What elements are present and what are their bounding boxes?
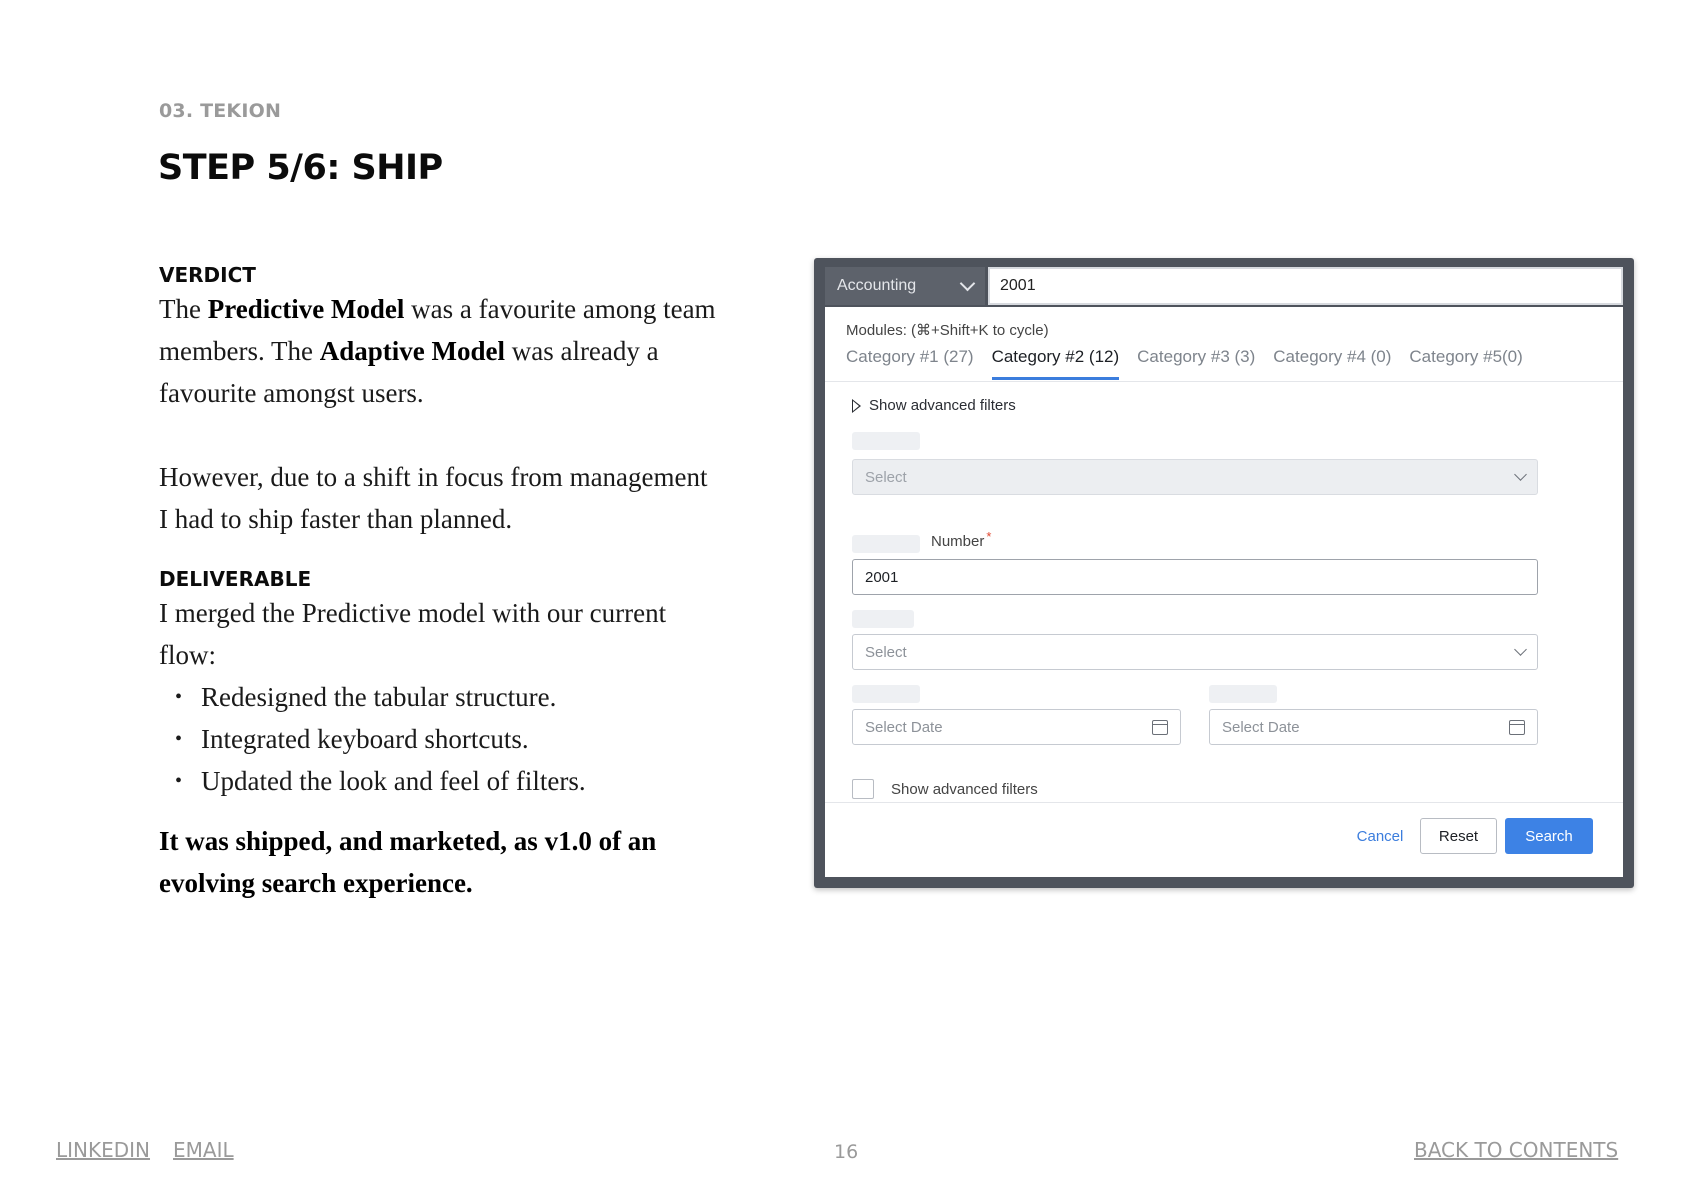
tab-category-5[interactable]: Category #5(0) bbox=[1409, 347, 1523, 366]
verdict-paragraph-1: The Predictive Model was a favourite among team members. The Adaptive Model was already a favourite amongst users. bbox=[159, 294, 716, 408]
conclusion-text: It was shipped, and marketed, as v1.0 of an evolving search experience. bbox=[159, 826, 657, 898]
blurred-label bbox=[852, 432, 920, 450]
blurred-label bbox=[852, 535, 920, 553]
tab-category-2[interactable]: Category #2 (12) bbox=[992, 345, 1120, 380]
advanced-filters-checkbox-row[interactable]: Show advanced filters bbox=[852, 779, 1038, 799]
deliverable-heading: DELIVERABLE bbox=[159, 567, 312, 591]
modules-hint: Modules: (⌘+Shift+K to cycle) bbox=[846, 322, 1049, 339]
reset-button[interactable]: Reset bbox=[1420, 818, 1497, 854]
date-field-2[interactable]: Select Date bbox=[1209, 709, 1538, 745]
chevron-down-icon bbox=[1514, 643, 1527, 656]
adaptive-model-term: Adaptive Model bbox=[319, 336, 505, 366]
filter-panel bbox=[825, 307, 1623, 877]
linkedin-link[interactable]: LINKEDIN bbox=[56, 1138, 151, 1162]
text-column bbox=[159, 262, 719, 904]
page-number: 16 bbox=[834, 1141, 859, 1163]
blurred-label bbox=[1209, 685, 1277, 703]
global-search-bar bbox=[825, 267, 1623, 305]
number-label: Number * bbox=[931, 529, 992, 550]
search-button[interactable]: Search bbox=[1505, 818, 1593, 854]
select-field-2[interactable]: Select bbox=[852, 634, 1538, 670]
panel-footer bbox=[825, 802, 1623, 877]
page-title: STEP 5/6: SHIP bbox=[158, 148, 443, 188]
select-field-1[interactable]: Select bbox=[852, 459, 1538, 495]
verdict-paragraph-2: However, due to a shift in focus from management I had to ship faster than planned. bbox=[159, 462, 708, 534]
required-mark: * bbox=[986, 529, 992, 544]
blurred-label bbox=[852, 610, 914, 628]
chevron-down-icon bbox=[1514, 468, 1527, 481]
search-ui-screenshot bbox=[814, 258, 1634, 888]
tab-category-4[interactable]: Category #4 (0) bbox=[1273, 347, 1392, 366]
caret-right-icon bbox=[852, 399, 861, 413]
back-to-contents-link[interactable]: BACK TO CONTENTS bbox=[1414, 1138, 1619, 1162]
tab-category-1[interactable]: Category #1 (27) bbox=[846, 347, 974, 366]
search-input[interactable]: 2001 bbox=[988, 267, 1623, 305]
calendar-icon[interactable] bbox=[1509, 720, 1525, 735]
date-field-1[interactable]: Select Date bbox=[852, 709, 1181, 745]
chevron-down-icon bbox=[960, 276, 976, 292]
verdict-heading: VERDICT bbox=[159, 263, 256, 287]
cancel-button[interactable]: Cancel bbox=[1356, 827, 1404, 845]
list-item: • Integrated keyboard shortcuts. bbox=[175, 724, 529, 754]
email-link[interactable]: EMAIL bbox=[173, 1138, 234, 1162]
predictive-model-term: Predictive Model bbox=[207, 294, 405, 324]
list-item: • Updated the look and feel of filters. bbox=[175, 766, 586, 796]
tab-category-3[interactable]: Category #3 (3) bbox=[1137, 347, 1256, 366]
module-select[interactable]: Accounting bbox=[825, 267, 985, 305]
blurred-label bbox=[852, 685, 920, 703]
category-tabs bbox=[825, 345, 1623, 382]
list-item: • Redesigned the tabular structure. bbox=[175, 682, 557, 712]
deliverable-intro: I merged the Predictive model with our current flow: bbox=[159, 598, 667, 670]
advanced-filters-toggle[interactable]: Show advanced filters bbox=[852, 397, 1016, 414]
calendar-icon[interactable] bbox=[1152, 720, 1168, 735]
section-label: 03. TEKION bbox=[159, 100, 282, 122]
number-field[interactable]: 2001 bbox=[852, 559, 1538, 595]
advanced-filters-checkbox[interactable] bbox=[852, 779, 874, 799]
deliverable-list bbox=[159, 676, 719, 802]
